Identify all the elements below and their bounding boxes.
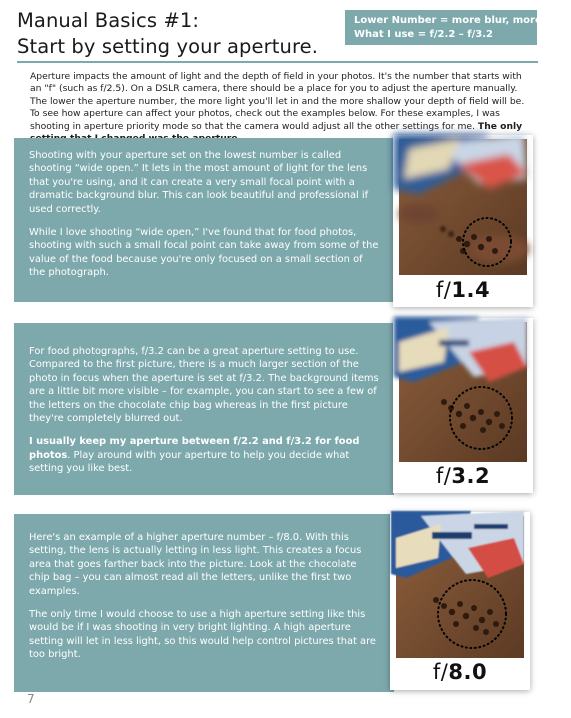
fstop-prefix-3: f/ [432,660,449,684]
fstop-prefix-2: f/ [435,464,452,488]
title-line-2: Start by setting your aperture. [17,35,319,58]
fstop-value-2: 3.2 [451,464,491,488]
section-1-paragraph-1: Shooting with your aperture set on the lowest number is called shooting “wide open.” It lets in the most amount of light for the lens that you're using, and it can create a very small focal point with a dramatic background blur. This can look beautiful and professional if used correctly. [29,150,369,215]
title-divider [17,61,538,63]
page-title [17,8,337,60]
fstop-value-1: 1.4 [451,278,491,302]
section-f8-0-panel [14,514,394,692]
photo-card-f8-0 [390,512,530,690]
tip-line-1: Lower Number = more blur, more light [354,15,571,26]
title-line-1: Manual Basics #1: [17,9,200,32]
photo-card-f3-2 [393,318,533,493]
intro-text: Aperture impacts the amount of light and the depth of field in your photos. It's the number that starts with an "f" (such as f/2.5). On a DSLR camera, there should be a place for you to adjust the aperture manually. The lower the aperture number, the more light you'll let in and the more shallow your depth of field will be. To see how aperture can affect your photos, check out the examples below. For these examples, I was shooting in aperture priority mode so that the camera would adjust all the other settings for me. [30,71,525,132]
fstop-label-1 [393,278,533,302]
chocolate-chips-photo-f8-0 [396,516,524,658]
section-2-paragraph-2 [29,435,380,475]
fstop-label-2 [393,464,533,488]
section-3-paragraph-1: Here's an example of a higher aperture number – f/8.0. With this setting, the lens is actually letting in less light. This creates a focus area that goes farther back into the picture. Look at the chocolate chip bag – you can almost read all the letters, unlike the first two examples. [29,532,362,597]
intro-bold-text: The only [477,120,523,132]
tip-line-2: What I use = f/2.2 – f/3.2 [354,29,493,40]
photo-card-f1-4 [393,135,533,307]
page-number: 7 [27,692,35,706]
section-2-paragraph-1: For food photographs, f/3.2 can be a great aperture setting to use. Compared to the first picture, there is a much larger section of the photo in focus when the aperture is set at f/3.2. The background items are a little bit more visible – for example, you can start to see a few of the letters on the chocolate chip bag whereas in the first picture they're completely blurred out. [29,346,379,425]
chocolate-chips-photo-f1-4 [399,139,527,275]
section-3-paragraph-2: The only time I would choose to use a high aperture setting like this would be if I was shooting in very bright lighting. A high aperture setting will let in less light, so this would help control pictures that are too bright. [29,609,377,661]
section-wide-open-panel [14,138,394,302]
fstop-label-3 [390,660,530,684]
section-2-bold-text: I usually keep my aperture between f/2.2 and f/3.2 for food photos [29,436,360,461]
section-2-rest-text: . Play around with your aperture to help you decide what setting you like best. [29,449,350,475]
fstop-prefix-1: f/ [435,278,452,302]
chocolate-chips-photo-f3-2 [399,322,527,462]
aperture-tip-box [345,10,571,45]
section-1-paragraph-2: While I love shooting “wide open,” I've found that for food photos, shooting with such a small focal point can take away from some of the value of the food because you're only focused on a small section of the photograph. [29,227,379,279]
section-f3-2-panel [14,323,394,495]
fstop-value-3: 8.0 [448,660,488,684]
